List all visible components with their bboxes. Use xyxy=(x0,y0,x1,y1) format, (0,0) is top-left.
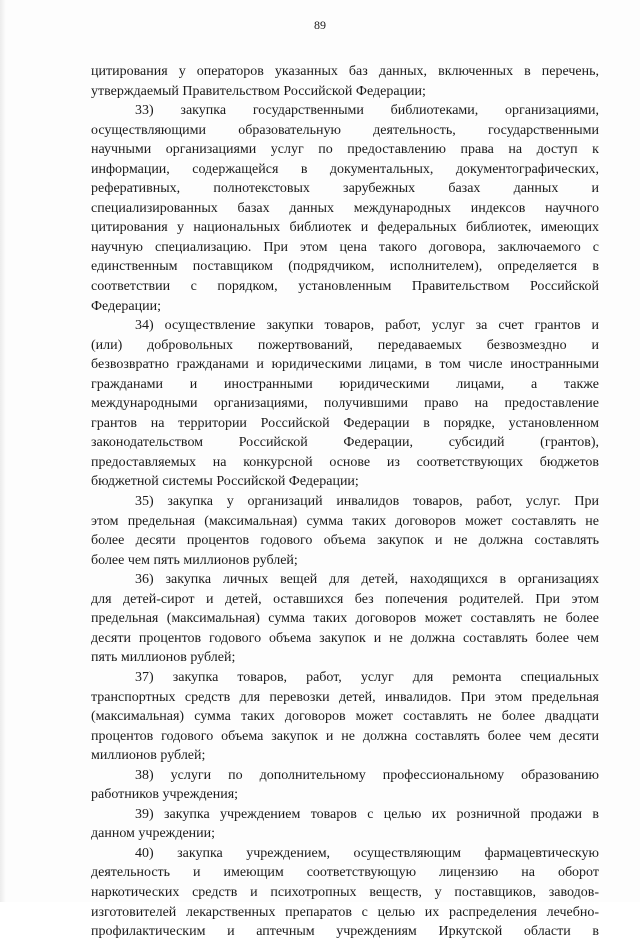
text-line: миллионов рублей; xyxy=(91,748,206,764)
text-line: (максимальная) сумма таких договоров может составлять не более двадцати xyxy=(91,709,599,725)
text-line: 33) закупка государственными библиотеками, организациями, xyxy=(135,103,599,119)
text-line: грантов на территории Российской Федерации в порядке, установленном xyxy=(91,415,599,431)
text-line: Федерации; xyxy=(91,298,162,314)
text-line: для детей-сирот и детей, оставшихся без попечения родителей. При этом xyxy=(91,591,599,607)
text-line: соответствии с порядком, установленным Правительством Российской xyxy=(91,279,599,295)
text-line: законодательством Российской Федерации, субсидий (грантов), xyxy=(91,435,599,451)
text-line: научными организациями услуг по предоставлению права на доступ к xyxy=(91,142,599,158)
text-line: научную специализацию. При этом цена такого договора, заключаемого с xyxy=(91,239,599,255)
text-line: реферативных, полнотекстовых зарубежных базах данных и xyxy=(91,181,599,197)
text-line: десяти процентов годового объема закупок и не должна составлять более чем xyxy=(91,630,599,646)
text-line: работников учреждения; xyxy=(91,787,239,803)
text-line: деятельность и имеющим соответствующую лицензию на оборот xyxy=(91,865,599,881)
text-line: наркотических средств и психотропных веществ, у поставщиков, заводов- xyxy=(91,884,599,900)
text-line: 39) закупка учреждением товаров с целью их розничной продажи в xyxy=(135,806,599,822)
scan-shadow-edge xyxy=(0,0,6,902)
document-body xyxy=(91,62,599,942)
text-line: предельная (максимальная) сумма таких договоров может составлять не более xyxy=(91,611,599,627)
text-line: утверждаемый Правительством Российской Федерации; xyxy=(91,83,426,99)
text-line: 34) осуществление закупки товаров, работ, услуг за счет грантов и xyxy=(135,318,599,334)
text-line: единственным поставщиком (подрядчиком, исполнителем), определяется в xyxy=(91,259,599,275)
text-line: международными организациями, получившими право на предоставление xyxy=(91,396,599,412)
text-line: (или) добровольных пожертвований, передаваемых безвозмездно и xyxy=(91,337,599,353)
text-line: гражданами и иностранными юридическими лицами, а также xyxy=(91,376,599,392)
text-line: цитирования у операторов указанных баз данных, включенных в перечень, xyxy=(91,64,599,79)
text-line: 36) закупка личных вещей для детей, находящихся в организациях xyxy=(135,572,599,588)
text-line: безвозвратно гражданами и юридическими лицами, в том числе иностранными xyxy=(91,357,599,373)
text-line: осуществляющими образовательную деятельность, государственными xyxy=(91,122,599,138)
text-line: транспортных средств для перевозки детей, инвалидов. При этом предельная xyxy=(91,689,599,705)
text-line: процентов годового объема закупок и не должна составлять более чем десяти xyxy=(91,728,599,744)
text-line: этом предельная (максимальная) сумма таких договоров может составлять не xyxy=(91,513,599,529)
text-line: данном учреждении; xyxy=(91,826,216,842)
text-line: бюджетной системы Российской Федерации; xyxy=(91,474,359,490)
text-line: информации, содержащейся в документальных, документографических, xyxy=(91,161,599,177)
text-line: 40) закупка учреждением, осуществляющим фармацевтическую xyxy=(135,845,599,861)
text-line: изготовителей лекарственных препаратов с целью их распределения лечебно- xyxy=(91,904,599,920)
page-number: 89 xyxy=(314,18,326,32)
text-line: пять миллионов рублей; xyxy=(91,650,236,666)
text-line: предоставляемых на конкурсной основе из соответствующих бюджетов xyxy=(91,454,599,470)
text-line: специализированных базах данных международных индексов научного xyxy=(91,200,599,216)
text-line: более чем пять миллионов рублей; xyxy=(91,552,298,568)
text-line: 38) услуги по дополнительному профессиональному образованию xyxy=(135,767,599,783)
text-line: более десяти процентов годового объема закупок и не должна составлять xyxy=(91,533,599,549)
text-line: 37) закупка товаров, работ, услуг для ремонта специальных xyxy=(135,669,599,685)
text-line: 35) закупка у организаций инвалидов товаров, работ, услуг. При xyxy=(135,494,599,510)
text-line: цитирования у национальных библиотек и федеральных библиотек, имеющих xyxy=(91,220,599,236)
text-line: профилактическим и аптечным учреждениям Иркутской области в xyxy=(91,924,599,940)
